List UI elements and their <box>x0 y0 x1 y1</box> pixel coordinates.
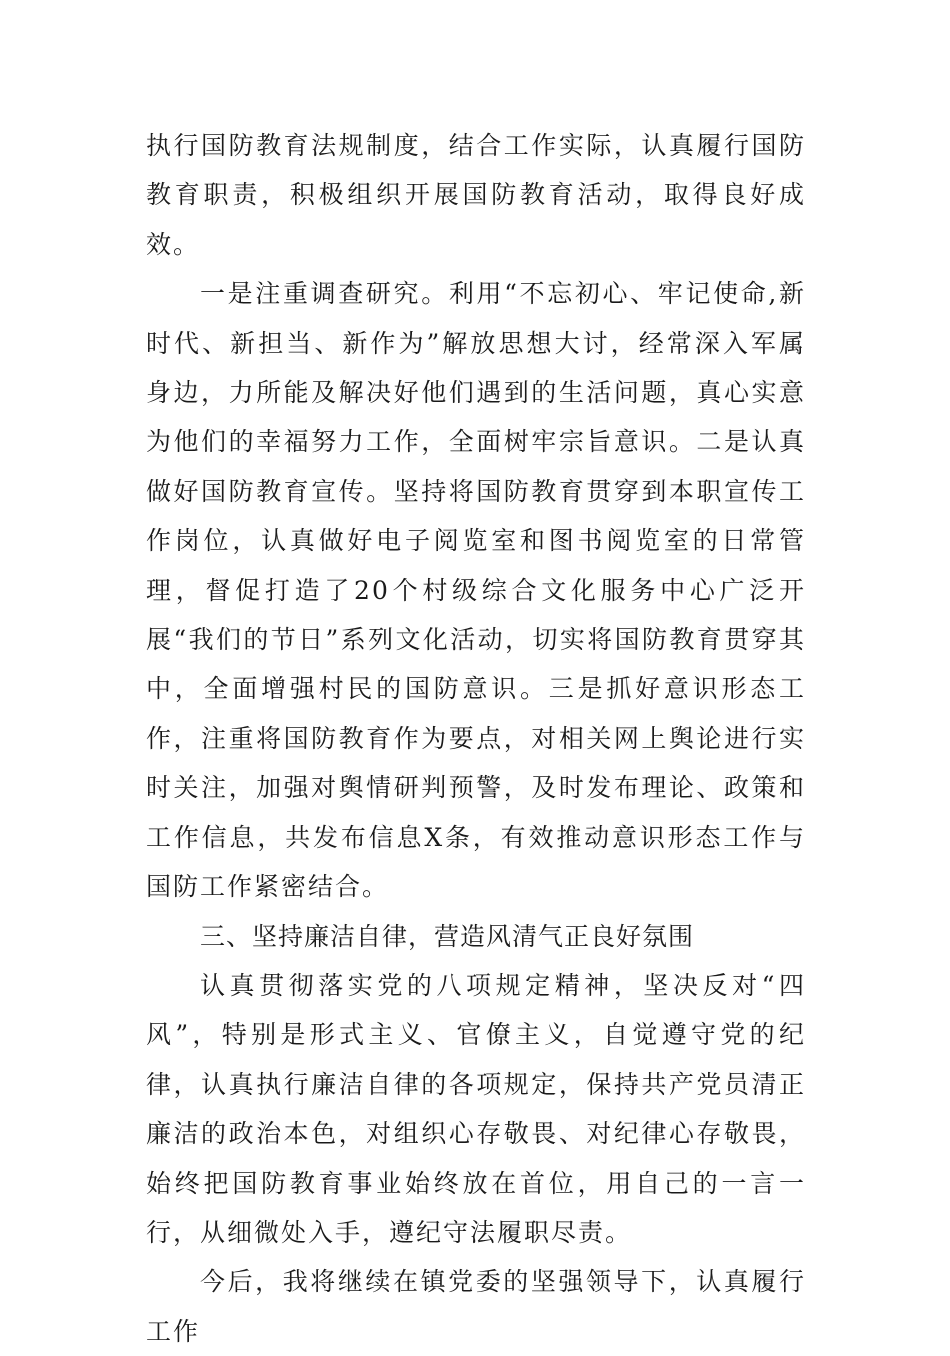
paragraph-integrity: 认真贯彻落实党的八项规定精神，坚决反对“四风”，特别是形式主义、官僚主义，自觉遵守党的纪律，认真执行廉洁自律的各项规定，保持共产党员清正廉洁的政治本色，对组织心存敬畏、对纪律心存敬畏，始终把国防教育事业始终放在首位，用自己的一言一行，从细微处入手，遵纪守法履职尽责。 <box>146 970 806 1247</box>
section-heading: 三、坚持廉洁自律，营造风清气正良好氛围 <box>200 921 695 951</box>
document-body <box>146 121 806 1356</box>
paragraph-continuation: 执行国防教育法规制度，结合工作实际，认真履行国防教育职责，积极组织开展国防教育活动，取得良好成效。 <box>146 131 806 259</box>
paragraph-work-measures: 一是注重调查研究。利用“不忘初心、牢记使命,新时代、新担当、新作为”解放思想大讨，经常深入军属身边，力所能及解决好他们遇到的生活问题，真心实意为他们的幸福努力工作，全面树牢宗旨意识。二是认真做好国防教育宣传。坚持将国防教育贯穿到本职宣传工作岗位，认真做好电子阅览室和图书阅览室的日常管理，督促打造了20个村级综合文化服务中心广泛开展“我们的节日”系列文化活动，切实将国防教育贯穿其中，全面增强村民的国防意识。三是抓好意识形态工作，注重将国防教育作为要点，对相关网上舆论进行实时关注，加强对舆情研判预警，及时发布理论、政策和工作信息，共发布信息X条，有效推动意识形态工作与国防工作紧密结合。 <box>146 279 806 902</box>
paragraph-future: 今后，我将继续在镇党委的坚强领导下，认真履行工作 <box>146 1267 806 1346</box>
